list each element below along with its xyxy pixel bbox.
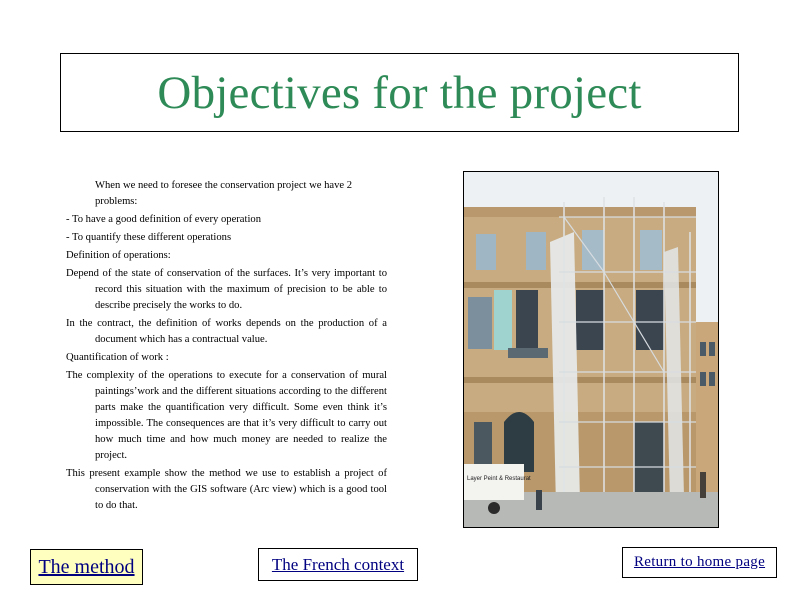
problem-quantify: - To quantify these different operations xyxy=(66,232,232,243)
complexity-paragraph: The complexity of the operations to execute for a conservation of mural paintings’work and the different situations according to the different parts make the quantification very difficult. Some even think it’s impossible. The consequences are that it’s very difficult to carry out how much time and how much money are needed to realize the project. xyxy=(66,370,387,461)
intro-paragraph: When we need to foresee the conservation project we have 2 problems: xyxy=(95,180,353,207)
page-title: Objectives for the project xyxy=(157,66,642,119)
definition-paragraph: Depend of the state of conservation of the surfaces. It’s very important to record this situation with the maximum of precision to be able to describe precisely the works to do. xyxy=(66,268,387,311)
quantification-heading: Quantification of work : xyxy=(66,352,169,363)
title-box xyxy=(60,53,739,132)
method-button[interactable]: The method xyxy=(30,549,143,585)
problem-definition: - To have a good definition of every operation xyxy=(66,214,261,225)
body-text xyxy=(66,178,387,516)
contract-paragraph: In the contract, the definition of works depends on the production of a document which has a contractual value. xyxy=(66,318,387,345)
scaffolded-building-image xyxy=(464,172,718,527)
building-photo xyxy=(463,171,719,528)
french-context-button[interactable]: The French context xyxy=(258,548,418,581)
home-page-button[interactable]: Return to home page xyxy=(622,547,777,578)
truck-sign: Layer Peint & Restaurat xyxy=(467,476,531,482)
example-paragraph: This present example show the method we use to establish a project of conservation with the GIS software (Arc view) which is a good tool to do that. xyxy=(66,468,387,511)
definition-heading: Definition of operations: xyxy=(66,250,171,261)
